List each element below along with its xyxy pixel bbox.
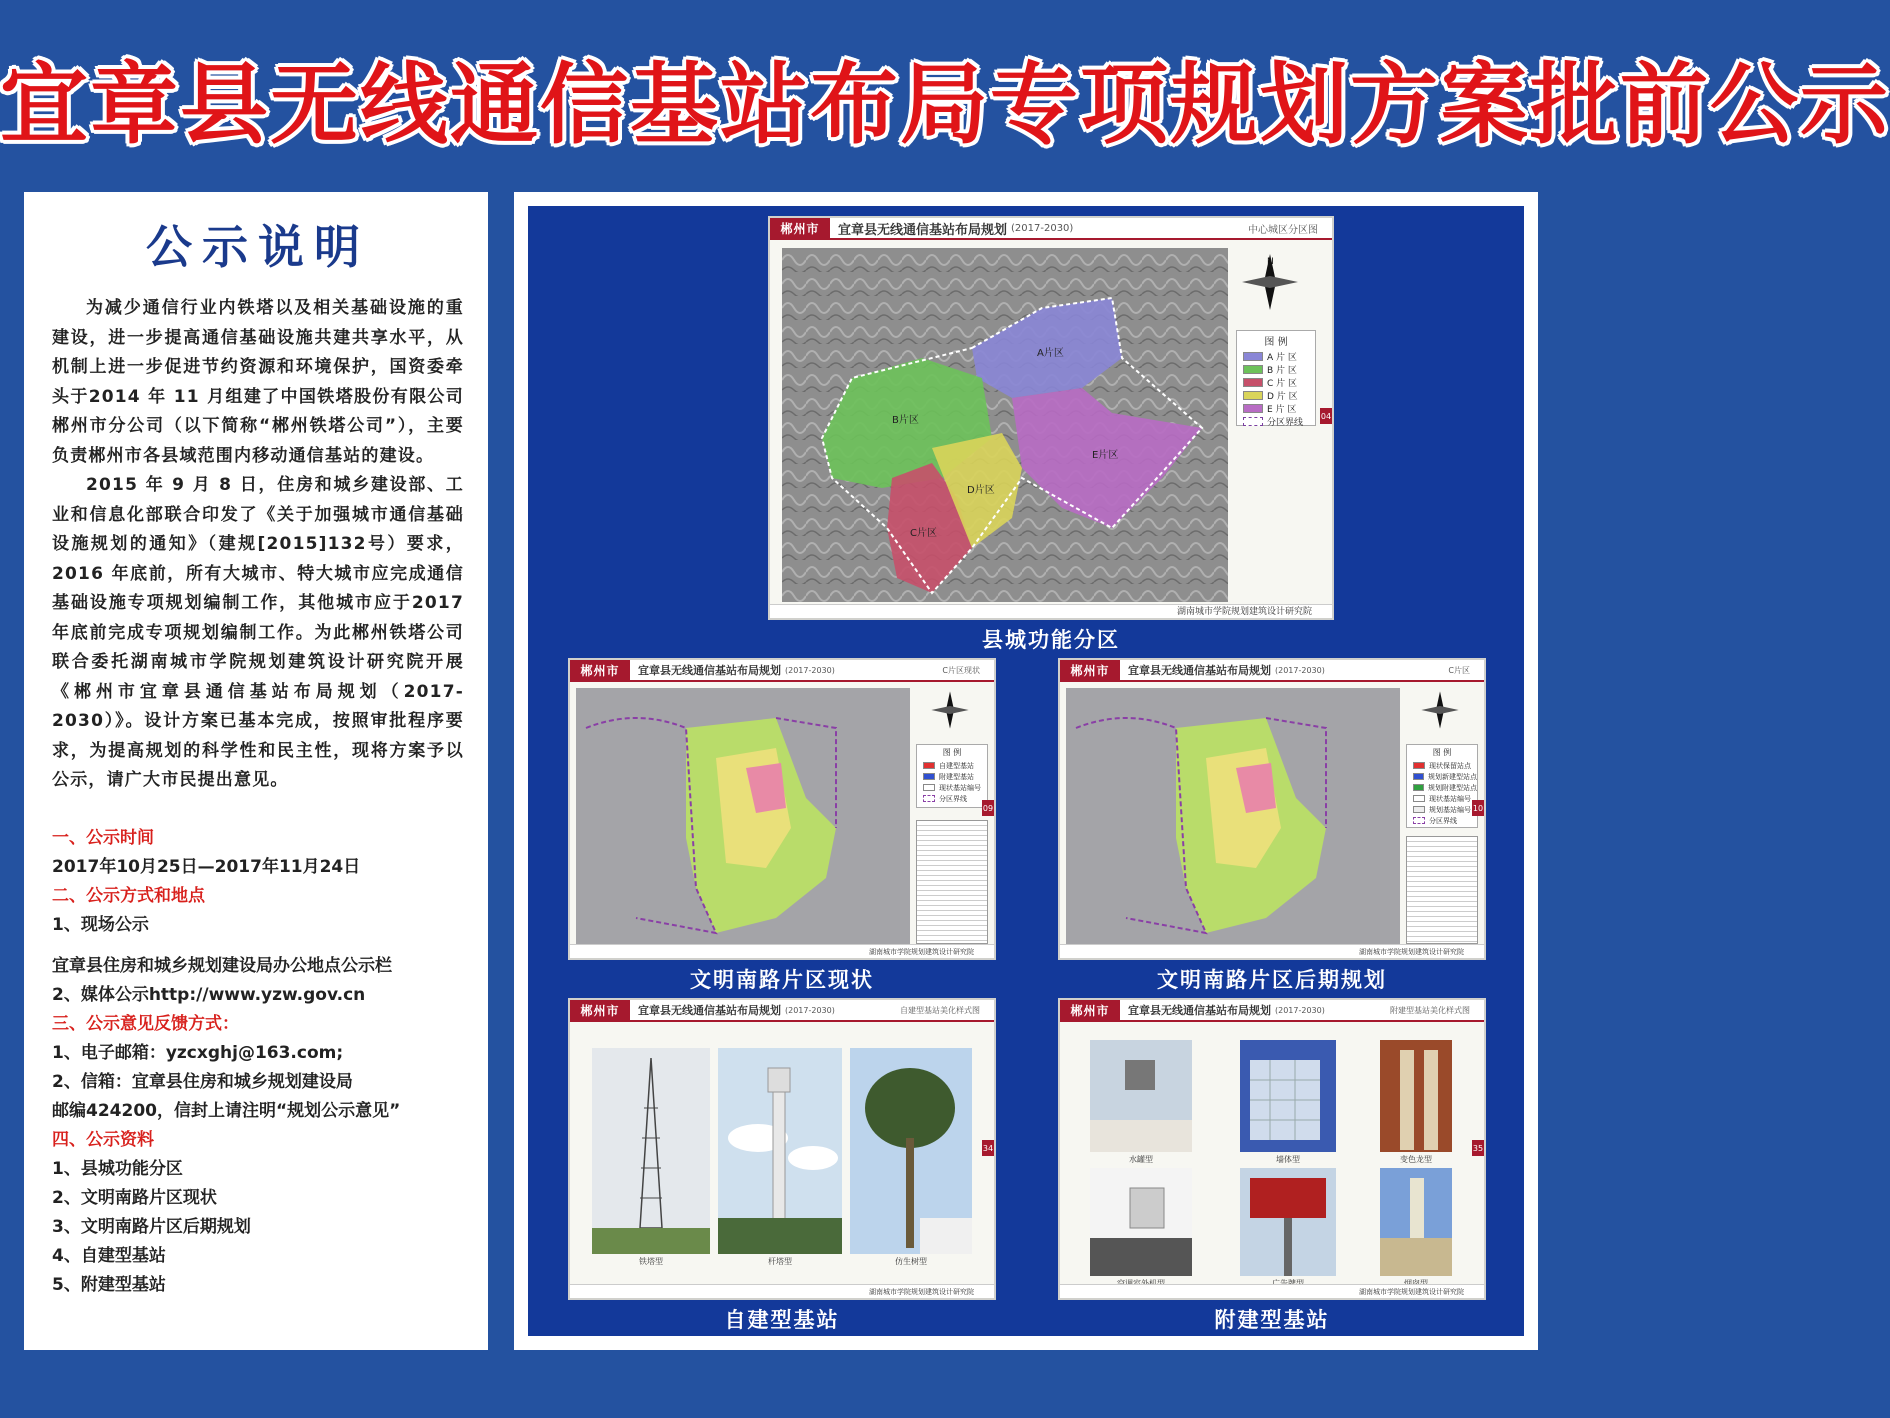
lattice-tower-photo [592, 1048, 710, 1254]
photo-label: 变色龙型 [1400, 1155, 1432, 1164]
legend-item: C 片 区 [1237, 376, 1315, 389]
legend-item: A 片 区 [1237, 350, 1315, 363]
board-footer: 湖南城市学院规划建筑设计研究院 [1060, 1284, 1484, 1298]
legend-item: 附建型基站 [917, 771, 987, 782]
legend-item: 现状基站编号 [917, 782, 987, 793]
board-name: 宜章县无线通信基站布局规划 [638, 664, 781, 677]
board-tag: 郴州市 [1060, 660, 1120, 680]
planned-map [1066, 688, 1400, 946]
section-feedback-mail: 2、信箱：宜章县住房和城乡规划建设局 [52, 1071, 353, 1092]
page-number: 10 [1472, 800, 1484, 816]
section-feedback-heading: 三、公示意见反馈方式： [52, 1013, 239, 1034]
billboard-photo [1240, 1168, 1336, 1276]
section-method-onsite: 1、现场公示 [52, 914, 149, 935]
board-header [570, 660, 994, 682]
planned-board [1058, 658, 1486, 960]
board-footer: 湖南城市学院规划建筑设计研究院 [570, 1284, 994, 1298]
photo-label: 铁塔型 [639, 1257, 663, 1266]
materials-panel [528, 206, 1524, 1336]
notice-heading: 公示说明 [146, 220, 370, 274]
board-subtitle: C片区现状 [942, 665, 980, 675]
photo-label: 水罐型 [1129, 1155, 1153, 1164]
section-feedback-postcode: 邮编424200，信封上请注明“规划公示意见” [52, 1100, 401, 1121]
notice-paragraph-2: 2015 年 9 月 8 日，住房和城乡建设部、工业和信息化部联合印发了《关于加强城市通信基础设施规划的通知》（建规[2015]132号）要求，2016 年底前，所有大城市、特大城市应完成通信基础设施专项规划编制工作，其他城市应于2017年底前完成专项规划编制工作。为此郴州铁塔公司联合委托湖南城市学院规划建筑设计研究院开展《郴州市宜章县通信基站布局规划（2017-2030）》。设计方案已基本完成，按照审批程序要求，为提高规划的科学性和民主性，现将方案予以公示，请广大市民提出意见。 [52, 475, 464, 790]
zoning-map [782, 248, 1228, 602]
north-arrow-icon [930, 690, 970, 730]
wall-photo [1240, 1040, 1336, 1152]
page-number: 34 [982, 1140, 994, 1156]
self-built-board [568, 998, 996, 1300]
material-item: 2、文明南路片区现状 [52, 1187, 217, 1208]
photo-label: 杆塔型 [768, 1257, 792, 1266]
legend-item: 规划基站编号 [1407, 804, 1477, 815]
banner-title: 宜章县无线通信基站布局专项规划方案批前公示 [0, 53, 1890, 156]
section-materials-heading: 四、公示资料 [52, 1129, 154, 1150]
board-name: 宜章县无线通信基站布局规划 [1128, 1004, 1271, 1017]
bionic-tree-photo [850, 1048, 972, 1254]
board-subtitle: 中心城区分区图 [1248, 224, 1318, 236]
photo-label: 仿生树型 [895, 1257, 927, 1266]
board-subtitle: 附建型基站美化样式图 [1390, 1005, 1470, 1015]
legend-item: 分区界线 [917, 793, 987, 804]
legend-item: E 片 区 [1237, 402, 1315, 415]
board-header [1060, 660, 1484, 682]
board-header [770, 218, 1332, 240]
materials-frame [514, 192, 1538, 1350]
legend-title: 图 例 [1264, 337, 1288, 348]
current-status-board [568, 658, 996, 960]
current-status-caption: 文明南路片区现状 [690, 968, 874, 992]
chimney-photo [1380, 1168, 1452, 1276]
material-item: 1、县城功能分区 [52, 1158, 183, 1179]
board-name: 宜章县无线通信基站布局规划 [838, 222, 1008, 238]
board-header [570, 1000, 994, 1022]
zoning-board [768, 216, 1334, 620]
board-subtitle: C片区 [1448, 665, 1470, 675]
board-years: (2017-2030) [785, 1005, 835, 1015]
board-tag: 郴州市 [1060, 1000, 1120, 1020]
board-name: 宜章县无线通信基站布局规划 [638, 1004, 781, 1017]
attached-caption: 附建型基站 [1214, 1308, 1330, 1332]
legend-item: 分区界线 [1237, 415, 1315, 428]
board-tag: 郴州市 [570, 1000, 630, 1020]
svg-text:C片区: C片区 [910, 528, 937, 539]
page-number: 09 [982, 800, 994, 816]
attached-board [1058, 998, 1486, 1300]
current-legend [916, 744, 988, 808]
legend-item: 现状保留站点 [1407, 760, 1477, 771]
board-years: (2017-2030) [1275, 665, 1325, 675]
page-number: 35 [1472, 1140, 1484, 1156]
station-table [916, 820, 988, 944]
board-footer: 湖南城市学院规划建筑设计研究院 [770, 604, 1332, 618]
section-method-heading: 二、公示方式和地点 [52, 885, 205, 906]
svg-text:B片区: B片区 [892, 415, 919, 426]
legend-item: D 片 区 [1237, 389, 1315, 402]
legend-item: 分区界线 [1407, 815, 1477, 826]
legend-item: 规划新建型站点 [1407, 771, 1477, 782]
planned-caption: 文明南路片区后期规划 [1157, 968, 1387, 992]
board-years: (2017-2030) [1011, 222, 1074, 234]
station-table [1406, 836, 1478, 944]
zoning-caption: 县城功能分区 [982, 628, 1120, 652]
section-feedback-email: 1、电子邮箱：yzcxghj@163.com; [52, 1042, 344, 1063]
board-years: (2017-2030) [1275, 1005, 1325, 1015]
legend-item: 自建型基站 [917, 760, 987, 771]
board-subtitle: 自建型基站美化样式图 [900, 1005, 980, 1015]
legend-title: 图 例 [942, 748, 962, 757]
legend-title: 图 例 [1432, 748, 1452, 757]
water-tank-photo [1090, 1040, 1192, 1152]
notice-panel [24, 192, 488, 1350]
board-years: (2017-2030) [785, 665, 835, 675]
material-item: 5、附建型基站 [52, 1274, 166, 1295]
board-header [1060, 1000, 1484, 1022]
board-name: 宜章县无线通信基站布局规划 [1128, 664, 1271, 677]
board-tag: 郴州市 [570, 660, 630, 680]
legend-item: 现状基站编号 [1407, 793, 1477, 804]
svg-text:E片区: E片区 [1092, 450, 1119, 461]
board-tag: 郴州市 [770, 218, 830, 238]
board-footer: 湖南城市学院规划建筑设计研究院 [1060, 944, 1484, 958]
material-item: 3、文明南路片区后期规划 [52, 1216, 251, 1237]
self-built-caption: 自建型基站 [724, 1308, 840, 1332]
page-number: 04 [1320, 408, 1332, 424]
notice-paragraph-1: 为减少通信行业内铁塔以及相关基础设施的重建设，进一步提高通信基础设施共建共享水平，从机制上进一步促进节约资源和环境保护，国资委牵头于2014 年 11 月组建了中国铁塔股份有限公司郴州市分公司（以下简称“郴州铁塔公司”），主要负责郴州市各县域范围内移动通信基站的建设。 [52, 298, 464, 466]
pole-tower-photo [718, 1048, 842, 1254]
north-arrow-icon [1240, 252, 1300, 312]
section-time-value: 2017年10月25日—2017年11月24日 [52, 856, 361, 877]
planned-legend [1406, 744, 1478, 828]
svg-text:D片区: D片区 [967, 485, 995, 496]
legend-item: 规划附建型站点 [1407, 782, 1477, 793]
zoning-legend [1236, 330, 1316, 426]
section-method-location: 宜章县住房和城乡规划建设局办公地点公示栏 [52, 955, 392, 976]
board-footer: 湖南城市学院规划建筑设计研究院 [570, 944, 994, 958]
material-item: 4、自建型基站 [52, 1245, 166, 1266]
north-arrow-icon [1420, 690, 1460, 730]
current-status-map [576, 688, 910, 946]
ac-unit-photo [1090, 1168, 1192, 1276]
section-time-heading: 一、公示时间 [52, 827, 154, 848]
svg-text:N: N [1267, 257, 1274, 267]
section-method-media: 2、媒体公示http://www.yzw.gov.cn [52, 984, 366, 1005]
photo-label: 墙体型 [1276, 1155, 1300, 1164]
legend-item: B 片 区 [1237, 363, 1315, 376]
chameleon-photo [1380, 1040, 1452, 1152]
svg-text:A片区: A片区 [1037, 348, 1064, 359]
